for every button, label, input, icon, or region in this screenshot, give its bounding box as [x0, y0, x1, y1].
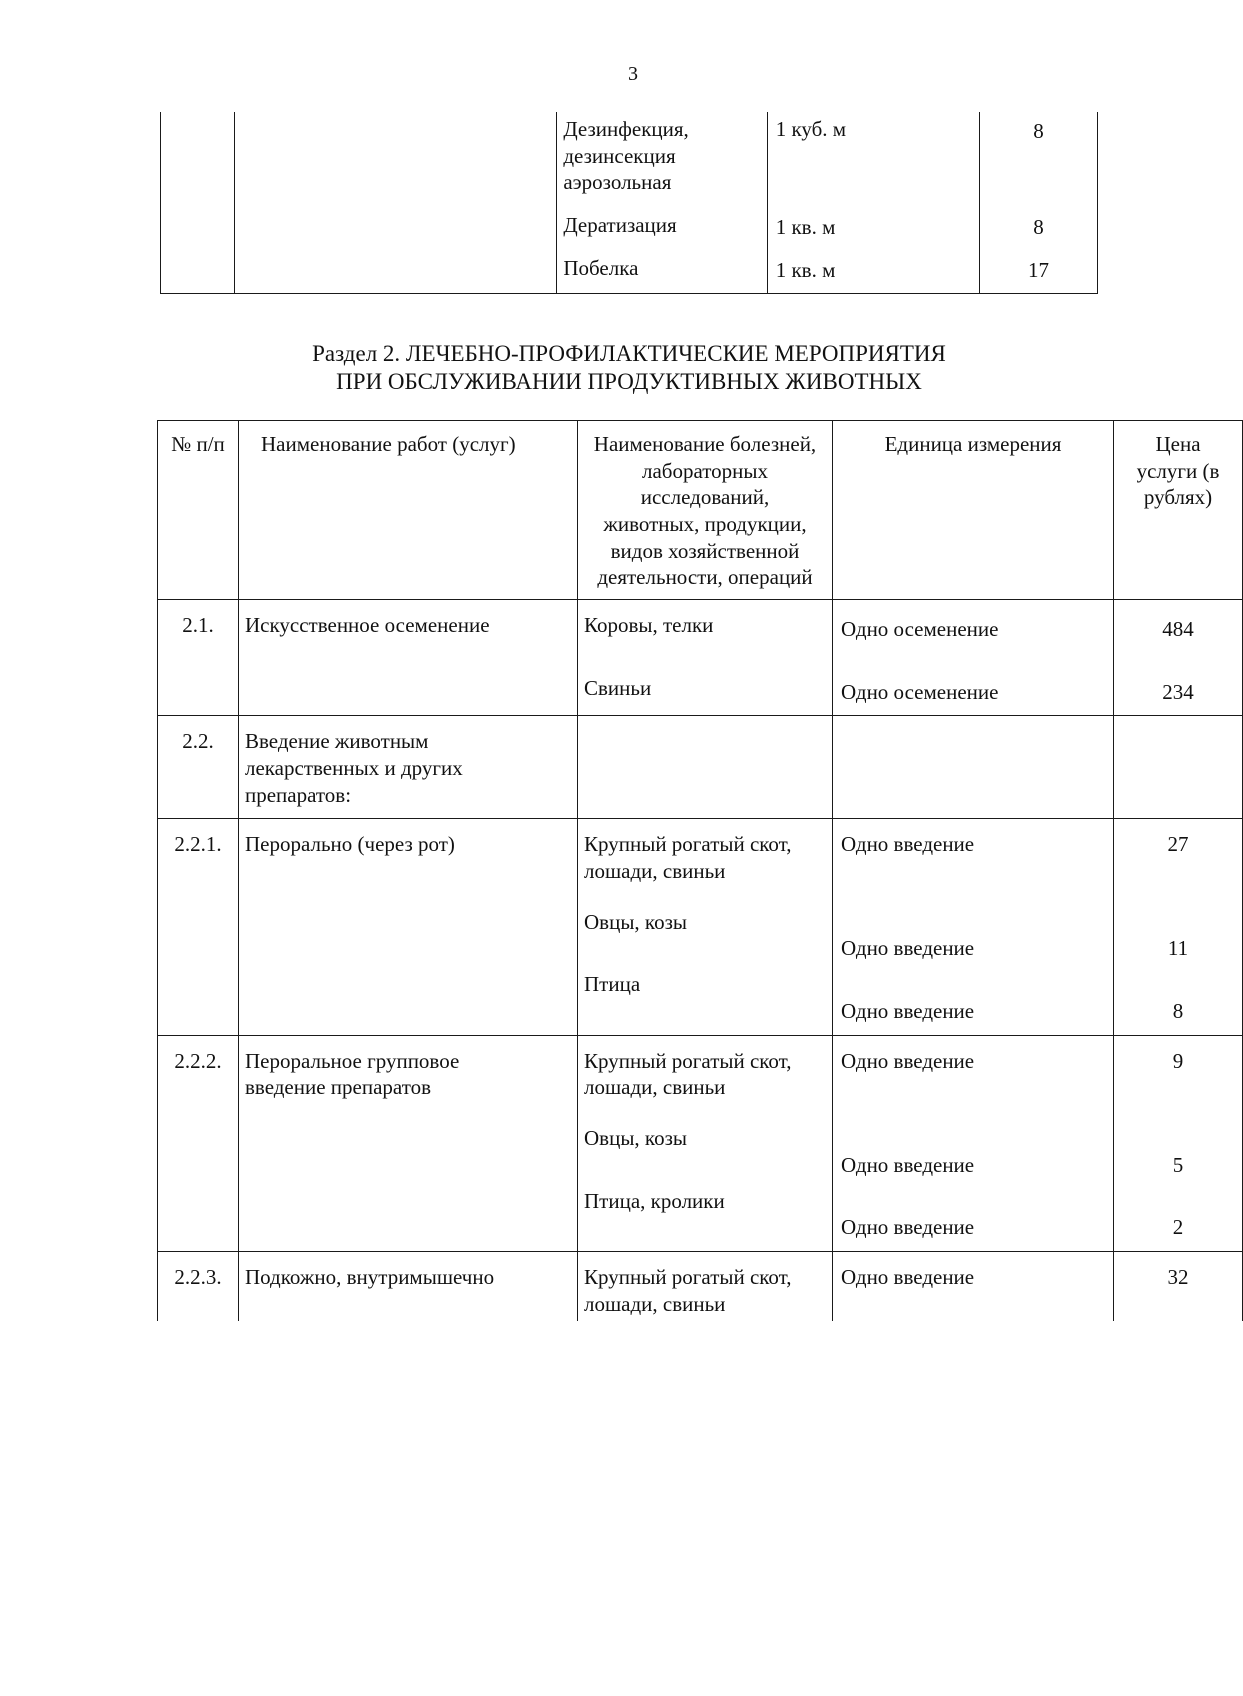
- item-price: 11: [1167, 936, 1189, 961]
- item-unit: Одно введение: [841, 1152, 975, 1177]
- header-unit: Единица измерения: [833, 421, 1114, 600]
- header-price: Цена услуги (в рублях): [1114, 421, 1243, 600]
- continuation-table: [160, 112, 1098, 294]
- row-work: Подкожно, внутримышечно: [239, 1251, 578, 1321]
- item-price: 2: [1172, 1215, 1184, 1240]
- item-unit: 1 кв. м: [767, 212, 979, 255]
- item-unit: Одно введение: [841, 936, 975, 961]
- item-unit: Одно введение: [841, 1264, 975, 1289]
- item-name: Свиньи: [584, 675, 652, 700]
- item-price: 17: [980, 255, 1098, 294]
- row-num: 2.2.: [158, 716, 239, 819]
- item-unit: 1 кв. м: [767, 255, 979, 294]
- table-row: [158, 1035, 1243, 1251]
- table-row: [161, 255, 1098, 294]
- item-price: 32: [1167, 1264, 1189, 1289]
- item-name: Дезинфекция, дезинсекция аэрозольная: [557, 112, 767, 212]
- item-price: 234: [1162, 679, 1194, 704]
- row-num: 2.2.2.: [158, 1035, 239, 1251]
- row-num: 2.2.3.: [158, 1251, 239, 1321]
- table-row: [158, 716, 1243, 819]
- item-name: Птица, кролики: [584, 1188, 725, 1213]
- section-title-line1: Раздел 2. ЛЕЧЕБНО-ПРОФИЛАКТИЧЕСКИЕ МЕРОПРИЯТИЯ: [312, 341, 946, 366]
- header-disease: Наименование болезней, лабораторных исследований, животных, продукции, видов хозяйственной деятельности, операций: [578, 421, 833, 600]
- table-row: [158, 819, 1243, 1035]
- row-work: Искусственное осеменение: [239, 599, 578, 715]
- prices-table: [157, 420, 1243, 1321]
- item-name: Птица: [584, 972, 641, 997]
- item-price: 8: [1172, 998, 1184, 1023]
- row-work: Введение животным лекарственных и других препаратов:: [239, 716, 578, 819]
- item-unit: 1 куб. м: [767, 112, 979, 212]
- item-unit: Одно введение: [841, 1048, 975, 1073]
- table-row: [158, 599, 1243, 715]
- item-unit: Одно введение: [841, 832, 975, 857]
- row-num: 2.2.1.: [158, 819, 239, 1035]
- item-price: 5: [1172, 1152, 1184, 1177]
- item-price: 8: [980, 112, 1098, 212]
- item-unit: Одно осеменение: [841, 616, 999, 641]
- item-name: Овцы, козы: [584, 1125, 687, 1150]
- item-price: 8: [980, 212, 1098, 255]
- item-name: Крупный рогатый скот, лошади, свиньи: [584, 832, 792, 883]
- item-price: 9: [1172, 1048, 1184, 1073]
- page-number: 3: [628, 63, 638, 85]
- item-price: 27: [1167, 832, 1189, 857]
- section-title-line2: ПРИ ОБСЛУЖИВАНИИ ПРОДУКТИВНЫХ ЖИВОТНЫХ: [336, 369, 922, 395]
- item-name: Дератизация: [557, 212, 767, 255]
- table-header-row: [158, 421, 1243, 600]
- table-row: [161, 112, 1098, 212]
- item-unit: Одно введение: [841, 1215, 975, 1240]
- item-price: 484: [1162, 616, 1194, 641]
- row-work: Перорально (через рот): [239, 819, 578, 1035]
- header-num: № п/п: [158, 421, 239, 600]
- row-num: 2.1.: [158, 599, 239, 715]
- header-work: Наименование работ (услуг): [239, 421, 578, 600]
- item-name: Коровы, телки: [584, 612, 714, 637]
- table-row: [161, 212, 1098, 255]
- item-name: Крупный рогатый скот, лошади, свиньи: [584, 1264, 792, 1316]
- item-unit: Одно осеменение: [841, 679, 999, 704]
- section-title: [160, 340, 1098, 396]
- item-unit: Одно введение: [841, 998, 975, 1023]
- item-name: Побелка: [557, 255, 767, 294]
- row-work: Пероральное групповое введение препаратов: [239, 1035, 578, 1251]
- table-row: [158, 1251, 1243, 1321]
- item-name: Овцы, козы: [584, 909, 687, 934]
- item-name: Крупный рогатый скот, лошади, свиньи: [584, 1048, 792, 1100]
